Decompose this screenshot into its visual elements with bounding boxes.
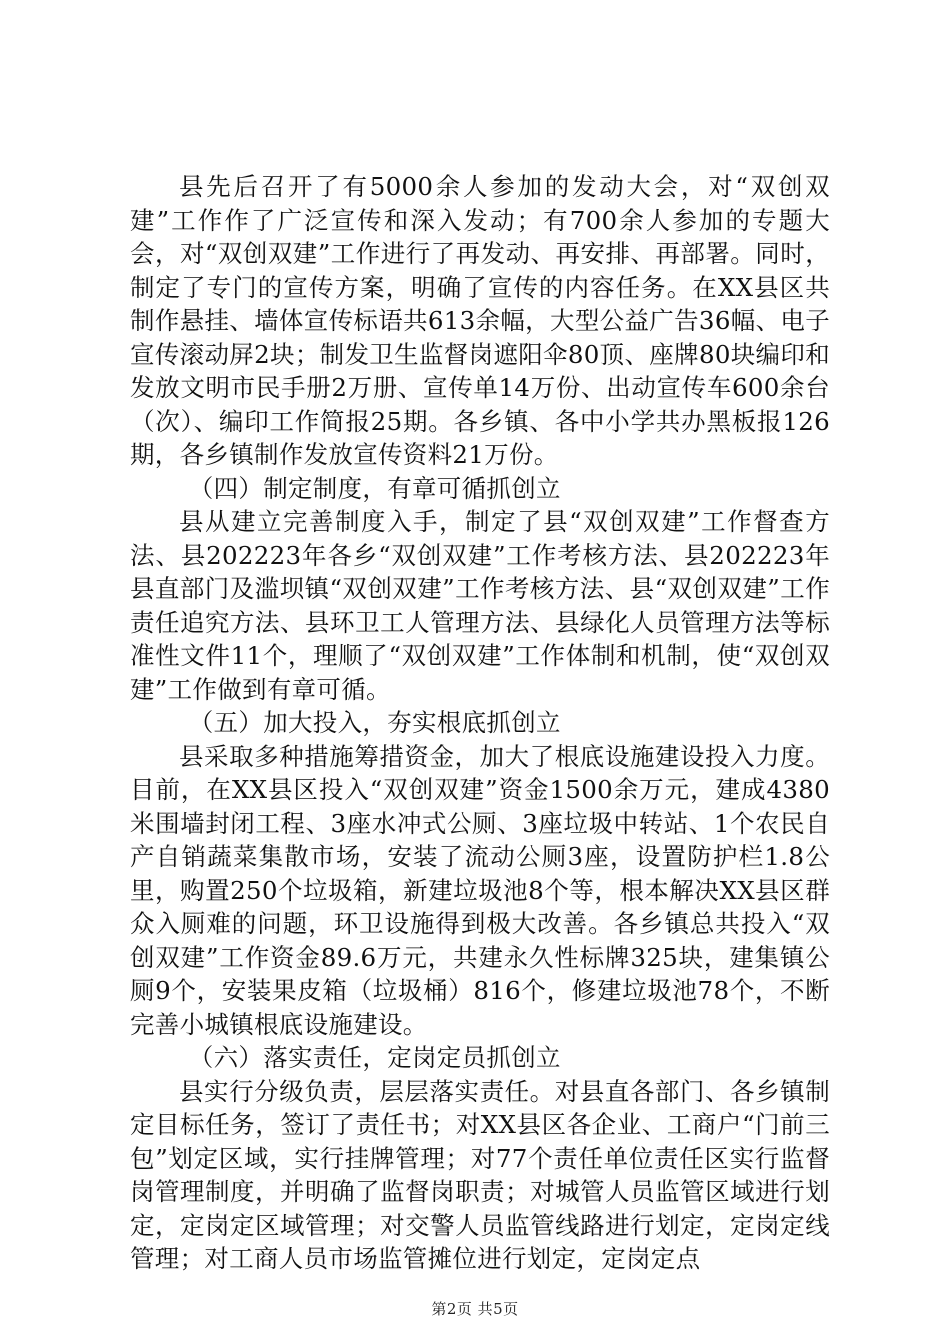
paragraph-publicity: 县先后召开了有5000余人参加的发动大会，对“双创双建”工作作了广泛宣传和深入发动；有700余人参加的专题大会，对“双创双建”工作进行了再发动、再安排、再部署。同时，制定了专门的宣传方案，明确了宣传的内容任务。在XX县区共制作悬挂、墙体宣传标语共613余幅，大型公益广告36幅、电子宣传滚动屏2块；制发卫生监督岗遮阳伞80顶、座牌80块编印和发放文明市民手册2万册、宣传单14万份、出动宣传车600余台（次）、编印工作简报25期。各乡镇、各中小学共办黑板报126期，各乡镇制作发放宣传资料21万份。	[130, 172, 830, 469]
page-indicator: 第2页 共5页	[431, 1300, 519, 1318]
section-heading-4: （四）制定制度，有章可循抓创立	[188, 473, 561, 503]
document-body	[130, 170, 830, 1276]
paragraph-regulations: 县从建立完善制度入手，制定了县“双创双建”工作督查方法、县202223年各乡“双创双建”工作考核方法、县202223年县直部门及滥坝镇“双创双建”工作考核方法、县“双创双建”工作责任追究方法、县环卫工人管理方法、县绿化人员管理方法等标准性文件11个，理顺了“双创双建”工作体制和机制，使“双创双建”工作做到有章可循。	[130, 507, 830, 704]
paragraph-responsibility: 县实行分级负责，层层落实责任。对县直各部门、各乡镇制定目标任务，签订了责任书；对XX县区各企业、工商户“门前三包”划定区域，实行挂牌管理；对77个责任单位责任区实行监督岗管理制度，并明确了监督岗职责；对城管人员监管区域进行划定，定岗定区域管理；对交警人员监管线路进行划定，定岗定线管理；对工商人员市场监管摊位进行划定，定岗定点	[130, 1076, 830, 1273]
section-heading-6: （六）落实责任，定岗定员抓创立	[188, 1043, 561, 1072]
paragraph-investment: 县采取多种措施筹措资金，加大了根底设施建设投入力度。目前，在XX县区投入“双创双建”资金1500余万元，建成4380米围墙封闭工程、3座水冲式公厕、3座垃圾中转站、1个农民自产自销蔬菜集散市场，安装了流动公厕3座，设置防护栏1.8公里，购置250个垃圾箱，新建垃圾池8个等，根本解决XX县区群众入厕难的问题，环卫设施得到极大改善。各乡镇总共投入“双创双建”工作资金89.6万元，共建永久性标牌325块，建集镇公厕9个，安装果皮箱（垃圾桶）816个，修建垃圾池78个，不断完善小城镇根底设施建设。	[130, 741, 831, 1039]
section-heading-5: （五）加大投入，夯实根底抓创立	[188, 708, 561, 737]
page-footer	[0, 1298, 950, 1319]
